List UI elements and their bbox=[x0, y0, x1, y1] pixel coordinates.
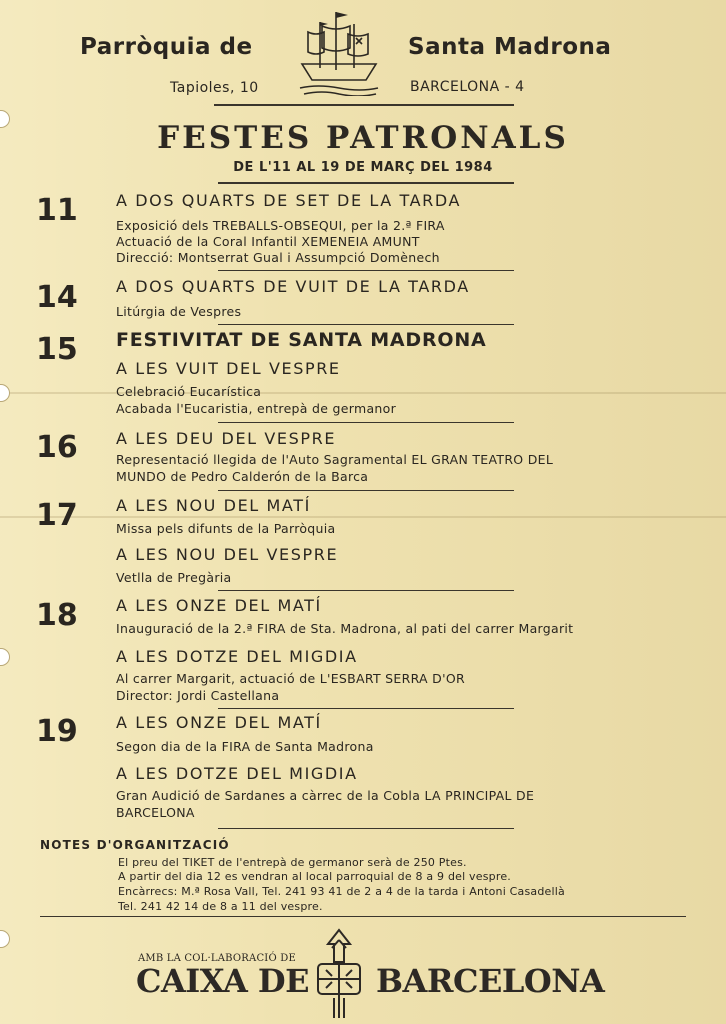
event-line: Acabada l'Eucaristia, entrepà de germanor bbox=[116, 401, 397, 416]
event-line: Direcció: Montserrat Gual i Assumpció Domènech bbox=[116, 250, 440, 265]
event-time: A LES NOU DEL MATÍ bbox=[116, 496, 311, 515]
day-number: 11 bbox=[36, 193, 78, 228]
festival-title: FESTES PATRONALS bbox=[157, 120, 569, 156]
sponsor-name-left: CAIXA DE bbox=[136, 962, 310, 1000]
event-line: Segon dia de la FIRA de Santa Madrona bbox=[116, 739, 374, 754]
paper-fold bbox=[0, 392, 726, 394]
event-time: A DOS QUARTS DE VUIT DE LA TARDA bbox=[116, 277, 470, 296]
section-divider bbox=[218, 490, 514, 491]
festival-dates: DE L'11 AL 19 DE MARÇ DEL 1984 bbox=[233, 160, 493, 175]
note-line: Encàrrecs: M.ª Rosa Vall, Tel. 241 93 41 de 2 a 4 de la tarda i Antoni Casadellà bbox=[118, 885, 565, 898]
event-time: A LES DEU DEL VESPRE bbox=[116, 429, 337, 448]
event-line: Actuació de la Coral Infantil XEMENEIA AMUNT bbox=[116, 234, 420, 249]
event-time: A LES DOTZE DEL MIGDIA bbox=[116, 647, 358, 666]
day-number: 19 bbox=[36, 714, 78, 749]
day-number: 18 bbox=[36, 598, 78, 633]
parish-address: Tapioles, 10 bbox=[170, 80, 259, 96]
event-line: Vetlla de Pregària bbox=[116, 570, 232, 585]
day-number: 16 bbox=[36, 430, 78, 465]
event-line: MUNDO de Pedro Calderón de la Barca bbox=[116, 469, 369, 484]
day-number: 15 bbox=[36, 332, 78, 367]
parish-title-right: Santa Madrona bbox=[408, 34, 612, 60]
day-number: 14 bbox=[36, 280, 78, 315]
caixa-cross-logo-icon bbox=[306, 928, 372, 1020]
title-divider bbox=[218, 182, 514, 184]
event-line: Missa pels difunts de la Parròquia bbox=[116, 521, 336, 536]
event-time: A LES VUIT DEL VESPRE bbox=[116, 359, 341, 378]
event-time: A DOS QUARTS DE SET DE LA TARDA bbox=[116, 191, 462, 210]
sponsor-name-right: BARCELONA bbox=[376, 962, 605, 1000]
event-line: Director: Jordi Castellana bbox=[116, 688, 280, 703]
footer-divider bbox=[40, 916, 686, 917]
day-number: 17 bbox=[36, 498, 78, 533]
section-divider bbox=[218, 708, 514, 709]
event-time: A LES DOTZE DEL MIGDIA bbox=[116, 764, 358, 783]
note-line: Tel. 241 42 14 de 8 a 11 del vespre. bbox=[118, 900, 323, 913]
sponsor-caption: AMB LA COL·LABORACIÓ DE bbox=[138, 953, 296, 964]
event-line: Al carrer Margarit, actuació de L'ESBART SERRA D'OR bbox=[116, 671, 465, 686]
event-line: Inauguració de la 2.ª FIRA de Sta. Madrona, al pati del carrer Margarit bbox=[116, 621, 574, 636]
section-divider bbox=[218, 590, 514, 591]
note-line: El preu del TIKET de l'entrepà de germanor serà de 250 Ptes. bbox=[118, 856, 467, 869]
notes-heading: NOTES D'ORGANITZACIÓ bbox=[40, 838, 230, 852]
section-divider bbox=[218, 422, 514, 423]
punch-hole bbox=[0, 930, 10, 948]
header-divider bbox=[214, 104, 514, 106]
event-line: Litúrgia de Vespres bbox=[116, 304, 242, 319]
punch-hole bbox=[0, 384, 10, 402]
event-time: A LES ONZE DEL MATÍ bbox=[116, 713, 322, 732]
event-time: A LES NOU DEL VESPRE bbox=[116, 545, 339, 564]
paper-fold bbox=[0, 516, 726, 518]
section-divider bbox=[218, 324, 514, 325]
note-line: A partir del dia 12 es vendran al local parroquial de 8 a 9 del vespre. bbox=[118, 870, 511, 883]
ship-emblem-icon bbox=[296, 8, 382, 96]
event-line: Representació llegida de l'Auto Sagramental EL GRAN TEATRO DEL bbox=[116, 452, 554, 467]
event-time: A LES ONZE DEL MATÍ bbox=[116, 596, 322, 615]
event-line: Celebració Eucarística bbox=[116, 384, 262, 399]
event-line: Exposició dels TREBALLS-OBSEQUI, per la 2.ª FIRA bbox=[116, 218, 445, 233]
parish-city: BARCELONA - 4 bbox=[410, 79, 525, 95]
punch-hole bbox=[0, 648, 10, 666]
section-divider bbox=[218, 270, 514, 271]
parish-title-left: Parròquia de bbox=[80, 34, 253, 60]
section-divider bbox=[218, 828, 514, 829]
event-line: Gran Audició de Sardanes a càrrec de la Cobla LA PRINCIPAL DE bbox=[116, 788, 535, 803]
feast-heading: FESTIVITAT DE SANTA MADRONA bbox=[116, 329, 487, 351]
event-line: BARCELONA bbox=[116, 805, 195, 820]
